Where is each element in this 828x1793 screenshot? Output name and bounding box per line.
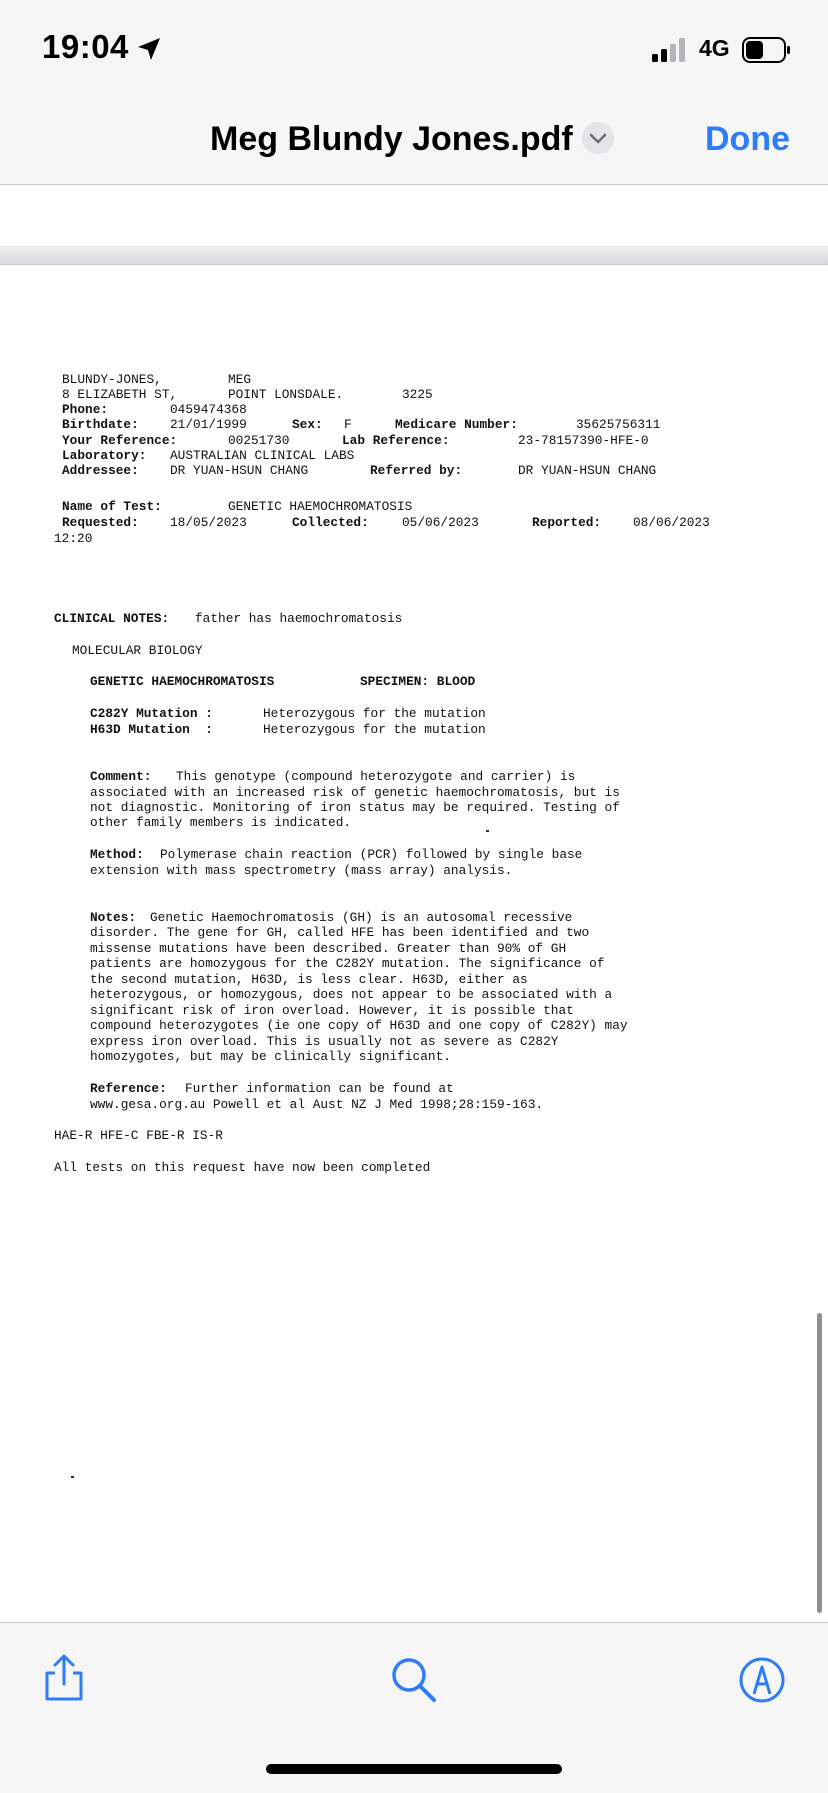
your-reference-label: Your Reference:: [62, 433, 178, 448]
status-time: 19:04: [42, 28, 129, 65]
scan-speck: [486, 830, 489, 832]
search-icon[interactable]: [389, 1655, 439, 1705]
test-codes: HAE-R HFE-C FBE-R IS-R: [54, 1128, 223, 1143]
method-label: Method:: [90, 847, 144, 862]
medicare-label: Medicare Number:: [395, 417, 518, 432]
method-line: extension with mass spectrometry (mass array) analysis.: [90, 863, 513, 878]
notes-line: the second mutation, H63D, is less clear. H63D, either as: [90, 972, 528, 987]
comment-line: This genotype (compound heterozygote and carrier) is: [176, 769, 576, 784]
c282y-result: Heterozygous for the mutation: [263, 706, 486, 721]
notes-line: Genetic Haemochromatosis (GH) is an autosomal recessive: [150, 910, 573, 925]
location-arrow-icon: [136, 36, 162, 62]
reference-line: www.gesa.org.au Powell et al Aust NZ J Med 1998;28:159-163.: [90, 1097, 544, 1112]
lab-reference-value: 23-78157390-HFE-0: [518, 433, 649, 448]
reported-label: Reported:: [532, 515, 602, 530]
laboratory-value: AUSTRALIAN CLINICAL LABS: [170, 448, 355, 463]
share-icon[interactable]: [39, 1653, 89, 1703]
completion-statement: All tests on this request have now been completed: [54, 1160, 431, 1175]
test-name-value: GENETIC HAEMOCHROMATOSIS: [228, 499, 413, 514]
phone-value: 0459474368: [170, 402, 247, 417]
test-name-label: Name of Test:: [62, 499, 162, 514]
c282y-label: C282Y Mutation :: [90, 706, 213, 721]
reference-line: Further information can be found at: [185, 1081, 454, 1096]
reported-value: 08/06/2023: [633, 515, 710, 530]
addressee-label: Addressee:: [62, 463, 139, 478]
notes-line: heterozygous, or homozygous, does not appear to be associated with a: [90, 987, 613, 1002]
markup-icon[interactable]: [737, 1655, 787, 1705]
notes-line: missense mutations have been described. Greater than 90% of GH: [90, 941, 567, 956]
comment-line: not diagnostic. Monitoring of iron status may be required. Testing of: [90, 800, 620, 815]
addressee-value: DR YUAN-HSUN CHANG: [170, 463, 309, 478]
collected-label: Collected:: [292, 515, 369, 530]
h63d-label: H63D Mutation :: [90, 722, 213, 737]
navigation-bar: [0, 90, 828, 185]
referred-by-value: DR YUAN-HSUN CHANG: [518, 463, 657, 478]
notes-line: significant risk of iron overload. However, it is possible that: [90, 1003, 574, 1018]
notes-line: patients are homozygous for the C282Y mutation. The significance of: [90, 956, 605, 971]
reference-label: Reference:: [90, 1081, 167, 1096]
medicare-value: 35625756311: [576, 417, 661, 432]
battery-icon: [742, 37, 792, 63]
requested-value: 18/05/2023: [170, 515, 247, 530]
your-reference-value: 00251730: [228, 433, 290, 448]
collected-value: 05/06/2023: [402, 515, 479, 530]
comment-label: Comment:: [90, 769, 152, 784]
section-heading: MOLECULAR BIOLOGY: [72, 643, 203, 658]
patient-address: 8 ELIZABETH ST,: [62, 387, 178, 402]
comment-line: associated with an increased risk of genetic haemochromatosis, but is: [90, 785, 620, 800]
done-button[interactable]: Done: [705, 120, 790, 158]
sex-value: F: [344, 417, 352, 432]
patient-postcode: 3225: [402, 387, 433, 402]
notes-line: compound heterozygotes (ie one copy of H63D and one copy of C282Y) may: [90, 1018, 628, 1033]
patient-suburb: POINT LONSDALE.: [228, 387, 344, 402]
reported-time: 12:20: [54, 531, 93, 546]
home-indicator: [266, 1764, 562, 1774]
panel-heading: GENETIC HAEMOCHROMATOSIS: [90, 674, 275, 689]
h63d-result: Heterozygous for the mutation: [263, 722, 486, 737]
notes-label: Notes:: [90, 910, 137, 925]
patient-name: BLUNDY-JONES,: [62, 372, 162, 387]
patient-given-name: MEG: [228, 372, 252, 387]
cellular-signal-icon: [652, 38, 690, 62]
phone-label: Phone:: [62, 402, 109, 417]
status-bar: [0, 0, 828, 90]
specimen-label: SPECIMEN: BLOOD: [360, 674, 476, 689]
pdf-viewer[interactable]: [0, 185, 828, 1622]
birthdate-label: Birthdate:: [62, 417, 139, 432]
document-title[interactable]: Meg Blundy Jones.pdf: [210, 120, 573, 158]
pdf-page: [0, 185, 816, 1622]
notes-line: express iron overload. This is usually not as severe as C282Y: [90, 1034, 559, 1049]
method-line: Polymerase chain reaction (PCR) followed by single base: [160, 847, 583, 862]
clinical-notes-label: CLINICAL NOTES:: [54, 611, 170, 626]
laboratory-label: Laboratory:: [62, 448, 147, 463]
notes-line: disorder. The gene for GH, called HFE has been identified and two: [90, 925, 590, 940]
notes-line: homozygotes, but may be clinically significant.: [90, 1049, 451, 1064]
scan-speck: [71, 1476, 74, 1478]
network-type: 4G: [699, 35, 730, 61]
comment-line: other family members is indicated.: [90, 815, 352, 830]
scrollbar-thumb[interactable]: [817, 1313, 822, 1613]
chevron-down-icon[interactable]: [582, 122, 614, 154]
requested-label: Requested:: [62, 515, 139, 530]
lab-reference-label: Lab Reference:: [342, 433, 450, 448]
clinical-notes-value: father has haemochromatosis: [195, 611, 403, 626]
page-separator: [0, 246, 828, 265]
referred-by-label: Referred by:: [370, 463, 463, 478]
birthdate-value: 21/01/1999: [170, 417, 247, 432]
sex-label: Sex:: [292, 417, 323, 432]
